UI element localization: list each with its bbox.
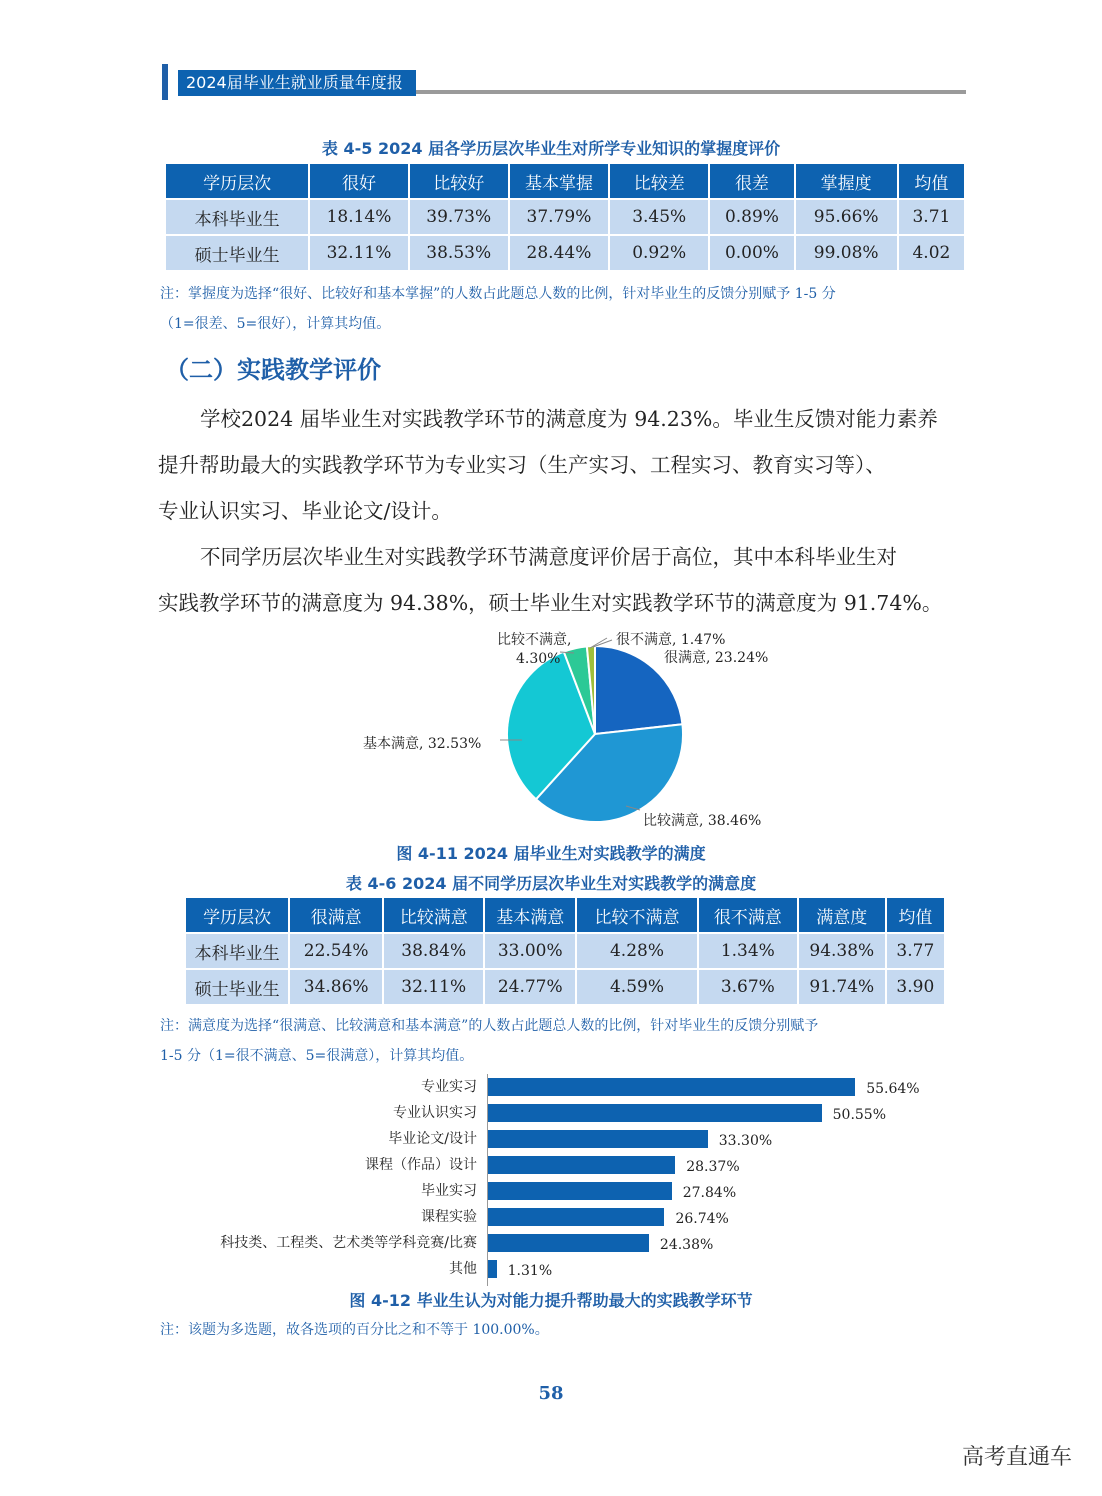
table46 bbox=[184, 896, 946, 1006]
table-cell: 0.00% bbox=[710, 236, 793, 270]
table-cell: 33.00% bbox=[485, 934, 575, 968]
pie-label-very-dissatisfied: 很不满意, 1.47% bbox=[616, 632, 726, 648]
column-header: 比较不满意 bbox=[577, 898, 697, 932]
bar-category-label: 专业实习 bbox=[421, 1079, 477, 1095]
bar bbox=[488, 1104, 822, 1122]
column-header: 均值 bbox=[887, 898, 944, 932]
bar-category-label: 毕业论文/设计 bbox=[388, 1131, 477, 1147]
row-header-cell: 硕士毕业生 bbox=[166, 236, 308, 270]
table-cell: 38.84% bbox=[384, 934, 483, 968]
table-cell: 95.66% bbox=[796, 200, 897, 234]
table-cell: 94.38% bbox=[799, 934, 885, 968]
paragraph-2 bbox=[158, 534, 973, 626]
bar bbox=[488, 1130, 708, 1148]
bar-value-label: 1.31% bbox=[507, 1263, 553, 1279]
bar-value-label: 27.84% bbox=[682, 1185, 737, 1201]
table-cell: 32.11% bbox=[384, 970, 483, 1004]
column-header: 比较满意 bbox=[384, 898, 483, 932]
column-header: 比较差 bbox=[610, 164, 708, 198]
table-cell: 28.44% bbox=[510, 236, 608, 270]
table46-note-line1: 注：满意度为选择“很满意、比较满意和基本满意”的人数占此题总人数的比例，针对毕业生的反馈分别赋予 bbox=[160, 1018, 819, 1034]
bar-value-label: 26.74% bbox=[675, 1211, 729, 1227]
paragraph-line: 提升帮助最大的实践教学环节为专业实习（生产实习、工程实习、教育实习等）、 bbox=[158, 453, 886, 477]
row-header-cell: 硕士毕业生 bbox=[186, 970, 288, 1004]
column-header: 很不满意 bbox=[699, 898, 797, 932]
bar bbox=[488, 1078, 855, 1096]
row-header-cell: 本科毕业生 bbox=[166, 200, 308, 234]
table46-note-line2: 1-5 分（1=很不满意、5=很满意），计算其均值。 bbox=[160, 1048, 474, 1064]
paragraph-line: 学校2024 届毕业生对实践教学环节的满意度为 94.23%。毕业生反馈对能力素养 bbox=[200, 407, 938, 431]
pie-label-basic-satisfied: 基本满意, 32.53% bbox=[363, 736, 482, 752]
column-header: 比较好 bbox=[410, 164, 508, 198]
bar-category-label: 毕业实习 bbox=[421, 1183, 477, 1199]
paragraph-line: 实践教学环节的满意度为 94.38%，硕士毕业生对实践教学环节的满意度为 91.74%。 bbox=[158, 591, 943, 615]
bar bbox=[488, 1208, 664, 1226]
bar-value-label: 24.38% bbox=[659, 1237, 714, 1253]
header-rule bbox=[416, 90, 966, 94]
table-cell: 4.02 bbox=[899, 236, 964, 270]
row-header-cell: 本科毕业生 bbox=[186, 934, 288, 968]
bar bbox=[488, 1234, 649, 1252]
bar-category-label: 课程实验 bbox=[421, 1209, 477, 1225]
page-number: 58 bbox=[538, 1383, 564, 1404]
table-cell: 3.77 bbox=[887, 934, 944, 968]
table-cell: 3.71 bbox=[899, 200, 964, 234]
bar-category-label: 课程（作品）设计 bbox=[365, 1157, 477, 1173]
table-cell: 3.90 bbox=[887, 970, 944, 1004]
report-header-title: 2024届毕业生就业质量年度报告 bbox=[178, 70, 416, 96]
bar-category-label: 专业认识实习 bbox=[393, 1105, 477, 1121]
table-cell: 0.92% bbox=[610, 236, 708, 270]
table45 bbox=[164, 162, 966, 272]
paragraph-line: 不同学历层次毕业生对实践教学环节满意度评价居于高位，其中本科毕业生对 bbox=[200, 545, 897, 569]
column-header: 很满意 bbox=[290, 898, 382, 932]
pie-label-dissatisfied-line1: 比较不满意, bbox=[497, 632, 572, 648]
table-cell: 4.59% bbox=[577, 970, 697, 1004]
pie-label-very-satisfied: 很满意, 23.24% bbox=[664, 650, 769, 666]
watermark: 高考直通车 bbox=[961, 1445, 1072, 1470]
figure412-note: 注：该题为多选题，故各选项的百分比之和不等于 100.00%。 bbox=[160, 1322, 549, 1338]
bar-category-label: 其他 bbox=[449, 1261, 477, 1277]
bar-value-label: 33.30% bbox=[718, 1133, 773, 1149]
table-cell: 34.86% bbox=[290, 970, 382, 1004]
section-title: （二）实践教学评价 bbox=[165, 356, 381, 384]
paragraph-1 bbox=[158, 396, 973, 534]
table-cell: 99.08% bbox=[796, 236, 897, 270]
pie-label-dissatisfied-line2: 4.30% bbox=[516, 651, 561, 667]
table-cell: 38.53% bbox=[410, 236, 508, 270]
paragraph-line: 专业认识实习、毕业论文/设计。 bbox=[158, 499, 452, 523]
figure412-caption: 图 4-12 毕业生认为对能力提升帮助最大的实践教学环节 bbox=[349, 1291, 753, 1310]
table-header-row bbox=[186, 898, 944, 932]
table-cell: 32.11% bbox=[310, 236, 407, 270]
table-row bbox=[166, 236, 964, 270]
table-cell: 1.34% bbox=[699, 934, 797, 968]
column-header: 满意度 bbox=[799, 898, 885, 932]
table-cell: 22.54% bbox=[290, 934, 382, 968]
column-header: 均值 bbox=[899, 164, 964, 198]
column-header: 很好 bbox=[310, 164, 407, 198]
table-row bbox=[186, 934, 944, 968]
table45-note-line1: 注：掌握度为选择“很好、比较好和基本掌握”的人数占此题总人数的比例，针对毕业生的反馈分别赋予 1-5 分 bbox=[160, 286, 836, 302]
bar-value-label: 28.37% bbox=[686, 1159, 740, 1175]
table-cell: 39.73% bbox=[410, 200, 508, 234]
bar-category-label: 科技类、工程类、艺术类等学科竞赛/比赛 bbox=[220, 1235, 477, 1251]
table-cell: 4.28% bbox=[577, 934, 697, 968]
column-header: 掌握度 bbox=[796, 164, 897, 198]
bar bbox=[488, 1156, 675, 1174]
bar bbox=[488, 1260, 497, 1278]
table-cell: 37.79% bbox=[510, 200, 608, 234]
table46-caption: 表 4-6 2024 届不同学历层次毕业生对实践教学的满意度 bbox=[345, 874, 757, 893]
column-header: 学历层次 bbox=[166, 164, 308, 198]
table-row bbox=[166, 200, 964, 234]
bar-value-label: 50.55% bbox=[832, 1107, 887, 1123]
table-cell: 3.67% bbox=[699, 970, 797, 1004]
table-header-row bbox=[166, 164, 964, 198]
table-cell: 0.89% bbox=[710, 200, 793, 234]
column-header: 基本掌握 bbox=[510, 164, 608, 198]
table-cell: 3.45% bbox=[610, 200, 708, 234]
table45-note-line2: （1=很差、5=很好），计算其均值。 bbox=[160, 316, 391, 332]
bar bbox=[488, 1182, 672, 1200]
column-header: 很差 bbox=[710, 164, 793, 198]
header-accent-bar bbox=[162, 64, 168, 100]
pie-label-fairly-satisfied: 比较满意, 38.46% bbox=[643, 813, 762, 829]
column-header: 基本满意 bbox=[485, 898, 575, 932]
column-header: 学历层次 bbox=[186, 898, 288, 932]
bar-chart bbox=[0, 1074, 1102, 1284]
table-cell: 18.14% bbox=[310, 200, 407, 234]
table-cell: 24.77% bbox=[485, 970, 575, 1004]
table-cell: 91.74% bbox=[799, 970, 885, 1004]
table45-caption: 表 4-5 2024 届各学历层次毕业生对所学专业知识的掌握度评价 bbox=[321, 139, 781, 158]
bar-value-label: 55.64% bbox=[866, 1081, 920, 1097]
figure411-caption: 图 4-11 2024 届毕业生对实践教学的满度 bbox=[396, 844, 706, 863]
table-row bbox=[186, 970, 944, 1004]
